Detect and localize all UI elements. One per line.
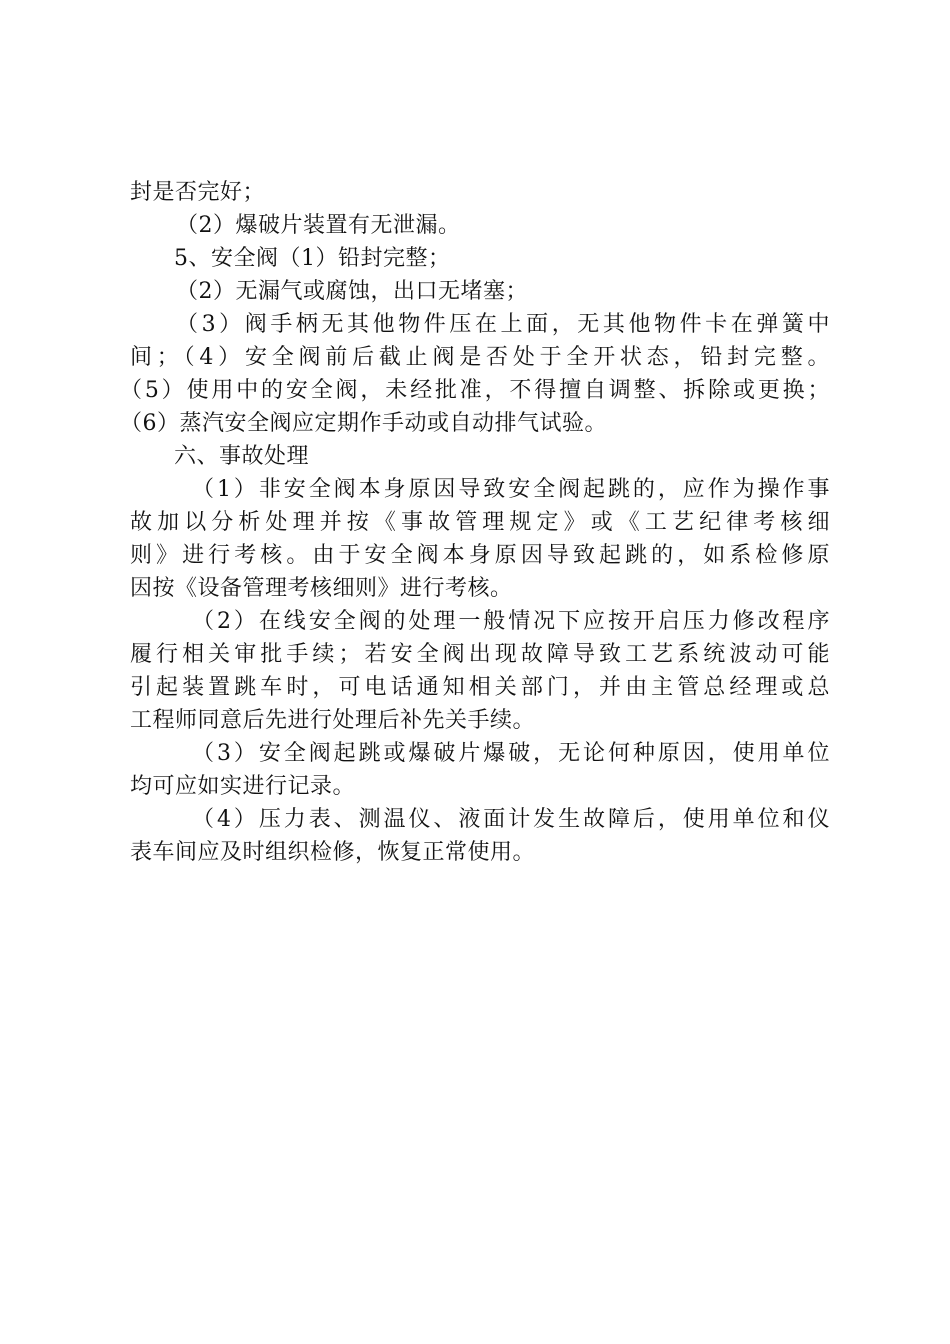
text-line-5: （3）阀手柄无其他物件压在上面，无其他物件卡在弹簧中 [176,312,830,337]
section-6-heading: 六、事故处理 [174,444,310,469]
text-line-6: 间；（4）安全阀前后截止阀是否处于全开状态，铅封完整。 [130,345,830,370]
text-line-11: 故加以分析处理并按《事故管理规定》或《工艺纪律考核细 [130,510,830,535]
text-line-2: （2）爆破片装置有无泄漏。 [176,213,461,238]
text-line-10: （1）非安全阀本身原因导致安全阀起跳的，应作为操作事 [192,477,830,502]
text-line-15: 履行相关审批手续；若安全阀出现故障导致工艺系统波动可能 [130,642,830,667]
text-line-4: （2）无漏气或腐蚀，出口无堵塞； [176,279,528,304]
document-body [120,176,830,869]
text-line-7: （5）使用中的安全阀，未经批准，不得擅自调整、拆除或更换； [120,378,830,403]
text-line-8: （6）蒸汽安全阀应定期作手动或自动排气试验。 [120,411,607,436]
text-line-17: 工程师同意后先进行处理后补先关手续。 [130,708,536,733]
text-line-18: （3）安全阀起跳或爆破片爆破，无论何种原因，使用单位 [192,741,830,766]
text-line-12: 则》进行考核。由于安全阀本身原因导致起跳的，如系检修原 [130,543,830,568]
text-line-16: 引起装置跳车时，可电话通知相关部门，并由主管总经理或总 [130,675,830,700]
text-line-13: 因按《设备管理考核细则》进行考核。 [130,576,513,601]
text-line-19: 均可应如实进行记录。 [130,774,356,799]
text-line-21: 表车间应及时组织检修，恢复正常使用。 [130,840,536,865]
text-line-14: （2）在线安全阀的处理一般情况下应按开启压力修改程序 [192,609,830,634]
text-line-20: （4）压力表、测温仪、液面计发生故障后，使用单位和仪 [192,807,830,832]
section-5-heading: 5、安全阀（1）铅封完整； [174,246,451,271]
text-line-1: 封是否完好； [130,180,266,205]
